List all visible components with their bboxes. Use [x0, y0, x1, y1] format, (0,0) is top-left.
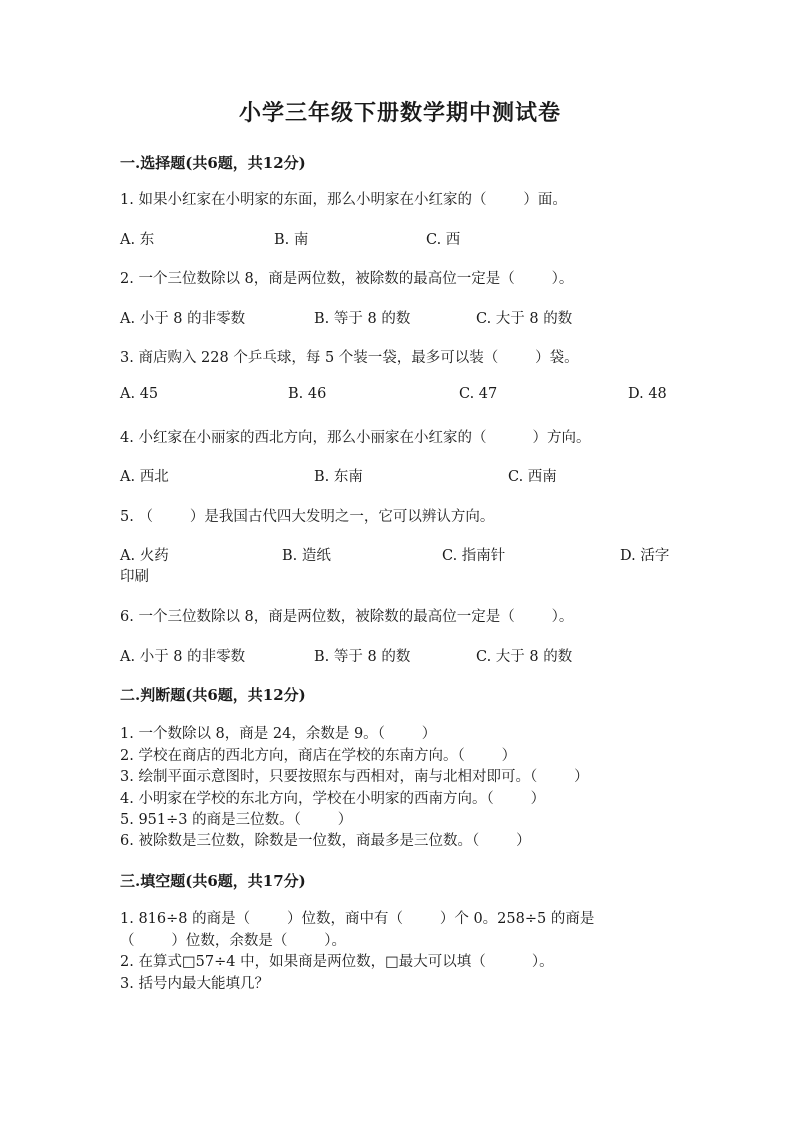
- option-a: A. 小于 8 的非零数: [120, 649, 246, 665]
- option-c: C. 西: [426, 232, 461, 248]
- fill-line: 1. 816÷8 的商是（ ）位数，商中有（ ）个 0。258÷5 的商是: [120, 911, 595, 927]
- options-row: [120, 386, 680, 408]
- question-text: 3. 商店购入 228 个乒乓球，每 5 个装一袋，最多可以装（ ）袋。: [120, 350, 579, 366]
- section-heading-choice: 一.选择题(共6题，共12分): [120, 154, 306, 172]
- option-a: A. 45: [120, 386, 159, 402]
- options-row: [120, 228, 680, 250]
- question-text: 2. 一个三位数除以 8，商是两位数，被除数的最高位一定是（ ）。: [120, 271, 574, 287]
- page-title: 小学三年级下册数学期中测试卷: [238, 100, 561, 126]
- fill-line: 2. 在算式□57÷4 中，如果商是两位数，□最大可以填（ ）。: [120, 954, 554, 970]
- options-row: [120, 307, 680, 329]
- option-b: B. 等于 8 的数: [314, 311, 411, 327]
- options-row: [120, 645, 680, 667]
- option-c: C. 指南针: [442, 548, 506, 564]
- options-row: [120, 544, 680, 566]
- option-continuation: 印刷: [120, 569, 149, 585]
- statement-line: 2. 学校在商店的西北方向，商店在学校的东南方向。（ ）: [120, 748, 517, 764]
- option-c: C. 47: [459, 386, 498, 402]
- option-a: A. 火药: [120, 548, 169, 564]
- statement-line: 6. 被除数是三位数，除数是一位数，商最多是三位数。（ ）: [120, 833, 531, 849]
- option-b: B. 46: [288, 386, 327, 402]
- option-c: C. 西南: [508, 469, 557, 485]
- section-heading-fill-in: 三.填空题(共6题，共17分): [120, 872, 306, 890]
- question-text: 4. 小红家在小丽家的西北方向，那么小丽家在小红家的（ ）方向。: [120, 430, 591, 446]
- question-text: 6. 一个三位数除以 8，商是两位数，被除数的最高位一定是（ ）。: [120, 609, 574, 625]
- option-a: A. 西北: [120, 469, 169, 485]
- option-b: B. 造纸: [282, 548, 331, 564]
- fill-line: （ ）位数，余数是（ ）。: [120, 933, 346, 949]
- option-d: D. 48: [628, 386, 667, 402]
- option-d: D. 活字: [620, 548, 670, 564]
- section-heading-true-false: 二.判断题(共6题，共12分): [120, 686, 306, 704]
- option-c: C. 大于 8 的数: [476, 649, 573, 665]
- option-a: A. 东: [120, 232, 155, 248]
- statement-line: 1. 一个数除以 8，商是 24，余数是 9。（ ）: [120, 726, 437, 742]
- statement-line: 4. 小明家在学校的东北方向，学校在小明家的西南方向。（ ）: [120, 791, 546, 807]
- question-text: 1. 如果小红家在小明家的东面，那么小明家在小红家的（ ）面。: [120, 192, 567, 208]
- options-row: [120, 465, 680, 487]
- statement-line: 3. 绘制平面示意图时，只要按照东与西相对，南与北相对即可。（ ）: [120, 769, 589, 785]
- statement-line: 5. 951÷3 的商是三位数。（ ）: [120, 812, 353, 828]
- option-b: B. 等于 8 的数: [314, 649, 411, 665]
- fill-line: 3. 括号内最大能填几？: [120, 976, 269, 992]
- option-b: B. 东南: [314, 469, 363, 485]
- question-text: 5. （ ）是我国古代四大发明之一，它可以辨认方向。: [120, 509, 495, 525]
- option-b: B. 南: [274, 232, 309, 248]
- option-c: C. 大于 8 的数: [476, 311, 573, 327]
- option-a: A. 小于 8 的非零数: [120, 311, 246, 327]
